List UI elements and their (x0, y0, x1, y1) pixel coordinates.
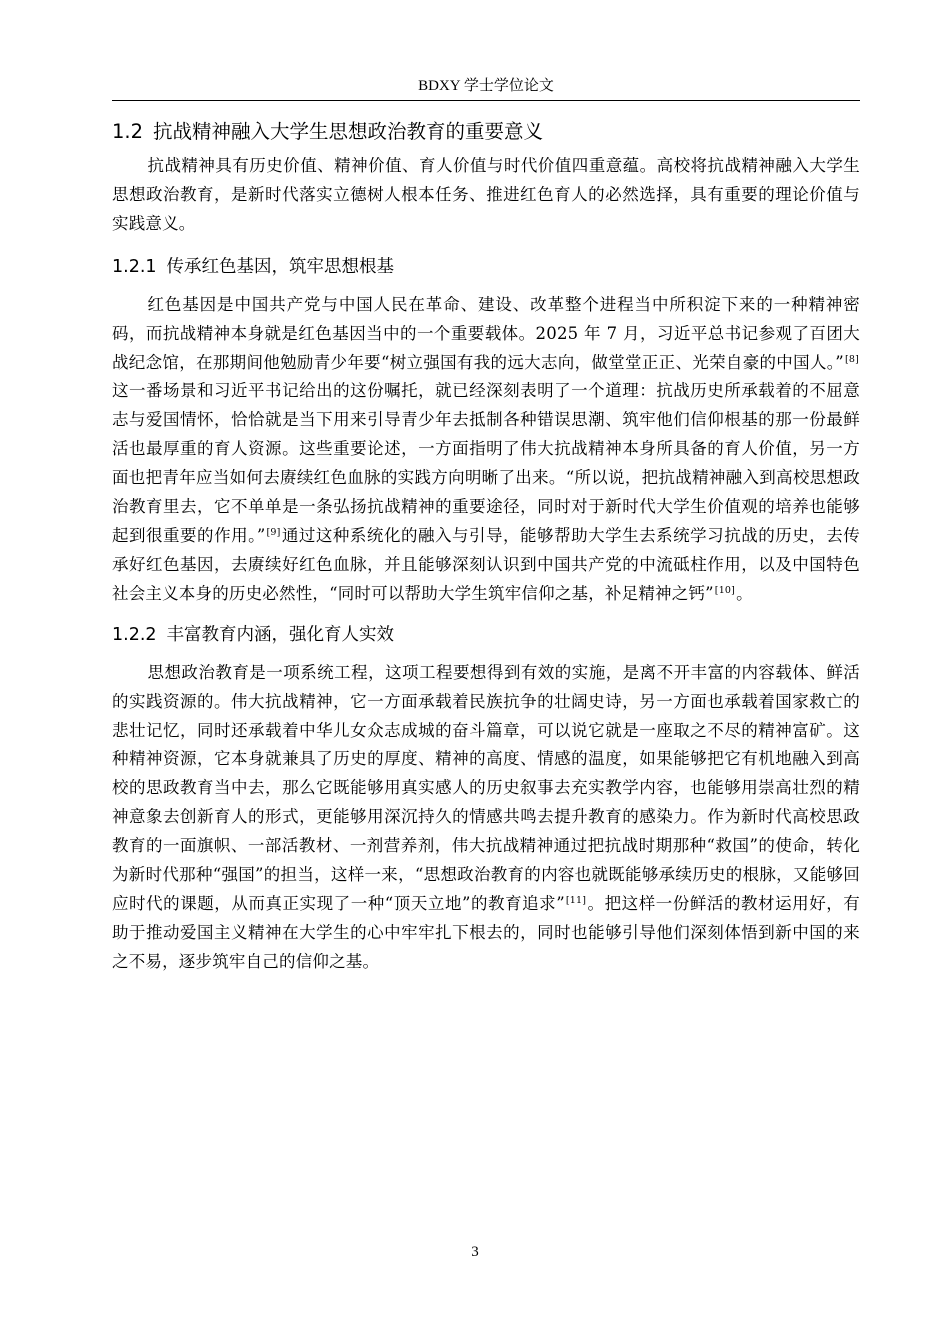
citation-marker: [8] (844, 353, 859, 365)
page-number: 3 (471, 1244, 479, 1260)
subsection-heading (112, 617, 860, 653)
header-rule (112, 100, 860, 101)
citation-marker: [9] (266, 526, 281, 538)
subsection-number: 1.2.2 (112, 624, 157, 645)
paragraph-text: 红色基因是中国共产党与中国人民在革命、建设、改革整个进程当中所积淀下来的一种精神密码，而抗战精神本身就是红色基因当中的一个重要载体。2025 年 7 月，习近平总书记参观了百团大战纪念馆，在那期间他勉励青少年要“树立强国有我的远大志向，做堂堂正正、光荣自豪的中国人。” (112, 294, 860, 372)
paragraph-text: 。把这样一份鲜活的教材运用好，有助于推动爱国主义精神在大学生的心中牢牢扎下根去的，同时也能够引导他们深刻体悟到新中国的来之不易，逐步筑牢自己的信仰之基。 (112, 893, 860, 971)
subsection-heading (112, 249, 860, 285)
citation-marker: [10] (714, 584, 736, 596)
paragraph-text: 这一番场景和习近平书记给出的这份嘱托，就已经深刻表明了一个道理：抗战历史所承载着的不屈意志与爱国情怀，恰恰就是当下用来引导青少年去抵制各种错误思潮、筑牢他们信仰根基的那一份最鲜活也最厚重的育人资源。这些重要论述，一方面指明了伟大抗战精神本身所具备的育人价值，另一方面也把青年应当如何去赓续红色血脉的实践方向明晰了出来。“所以说，把抗战精神融入到高校思想政治教育里去，它不单单是一条弘扬抗战精神的重要途径，同时对于新时代大学生价值观的培养也能够起到很重要的作用。” (112, 381, 860, 545)
citation-marker: [11] (565, 894, 587, 906)
page-content (112, 112, 860, 977)
paragraph-text: 。 (736, 583, 753, 603)
section-title: 抗战精神融入大学生思想政治教育的重要意义 (153, 120, 544, 143)
body-paragraph (112, 659, 860, 977)
section-intro-paragraph: 抗战精神具有历史价值、精神价值、育人价值与时代价值四重意蕴。高校将抗战精神融入大学生思想政治教育，是新时代落实立德树人根本任务、推进红色育人的必然选择，具有重要的理论价值与实践意义。 (112, 156, 860, 233)
section-heading (112, 112, 860, 152)
subsection-title: 传承红色基因，筑牢思想根基 (166, 256, 395, 277)
paragraph-text: 思想政治教育是一项系统工程，这项工程要想得到有效的实施，是离不开丰富的内容载体、鲜活的实践资源的。伟大抗战精神，它一方面承载着民族抗争的壮阔史诗，另一方面也承载着国家救亡的悲壮记忆，同时还承载着中华儿女众志成城的奋斗篇章，可以说它就是一座取之不尽的精神富矿。这种精神资源，它本身就兼具了历史的厚度、精神的高度、情感的温度，如果能够把它有机地融入到高校的思政教育当中去，那么它既能够用真实感人的历史叙事去充实教学内容，也能够用崇高壮烈的精神意象去创新育人的形式，更能够用深沉持久的情感共鸣去提升教育的感染力。作为新时代高校思政教育的一面旗帜、一部活教材、一剂营养剂，伟大抗战精神通过把抗战时期那种“救国”的使命，转化为新时代那种“强国”的担当，这样一来，“思想政治教育的内容也就既能够承续历史的根脉，又能够回应时代的课题，从而真正实现了一种“顶天立地”的教育追求” (112, 662, 860, 913)
section-number: 1.2 (112, 120, 144, 143)
body-paragraph (112, 291, 860, 609)
paragraph-text: 通过这种系统化的融入与引导，能够帮助大学生去系统学习抗战的历史，去传承好红色基因，去赓续好红色血脉，并且能够深刻认识到中国共产党的中流砥柱作用，以及中国特色社会主义本身的历史必然性，“同时可以帮助大学生筑牢信仰之基，补足精神之钙” (112, 525, 860, 603)
subsection-number: 1.2.1 (112, 256, 157, 277)
subsection-title: 丰富教育内涵，强化育人实效 (166, 624, 395, 645)
running-header: BDXY 学士学位论文 (418, 78, 554, 94)
